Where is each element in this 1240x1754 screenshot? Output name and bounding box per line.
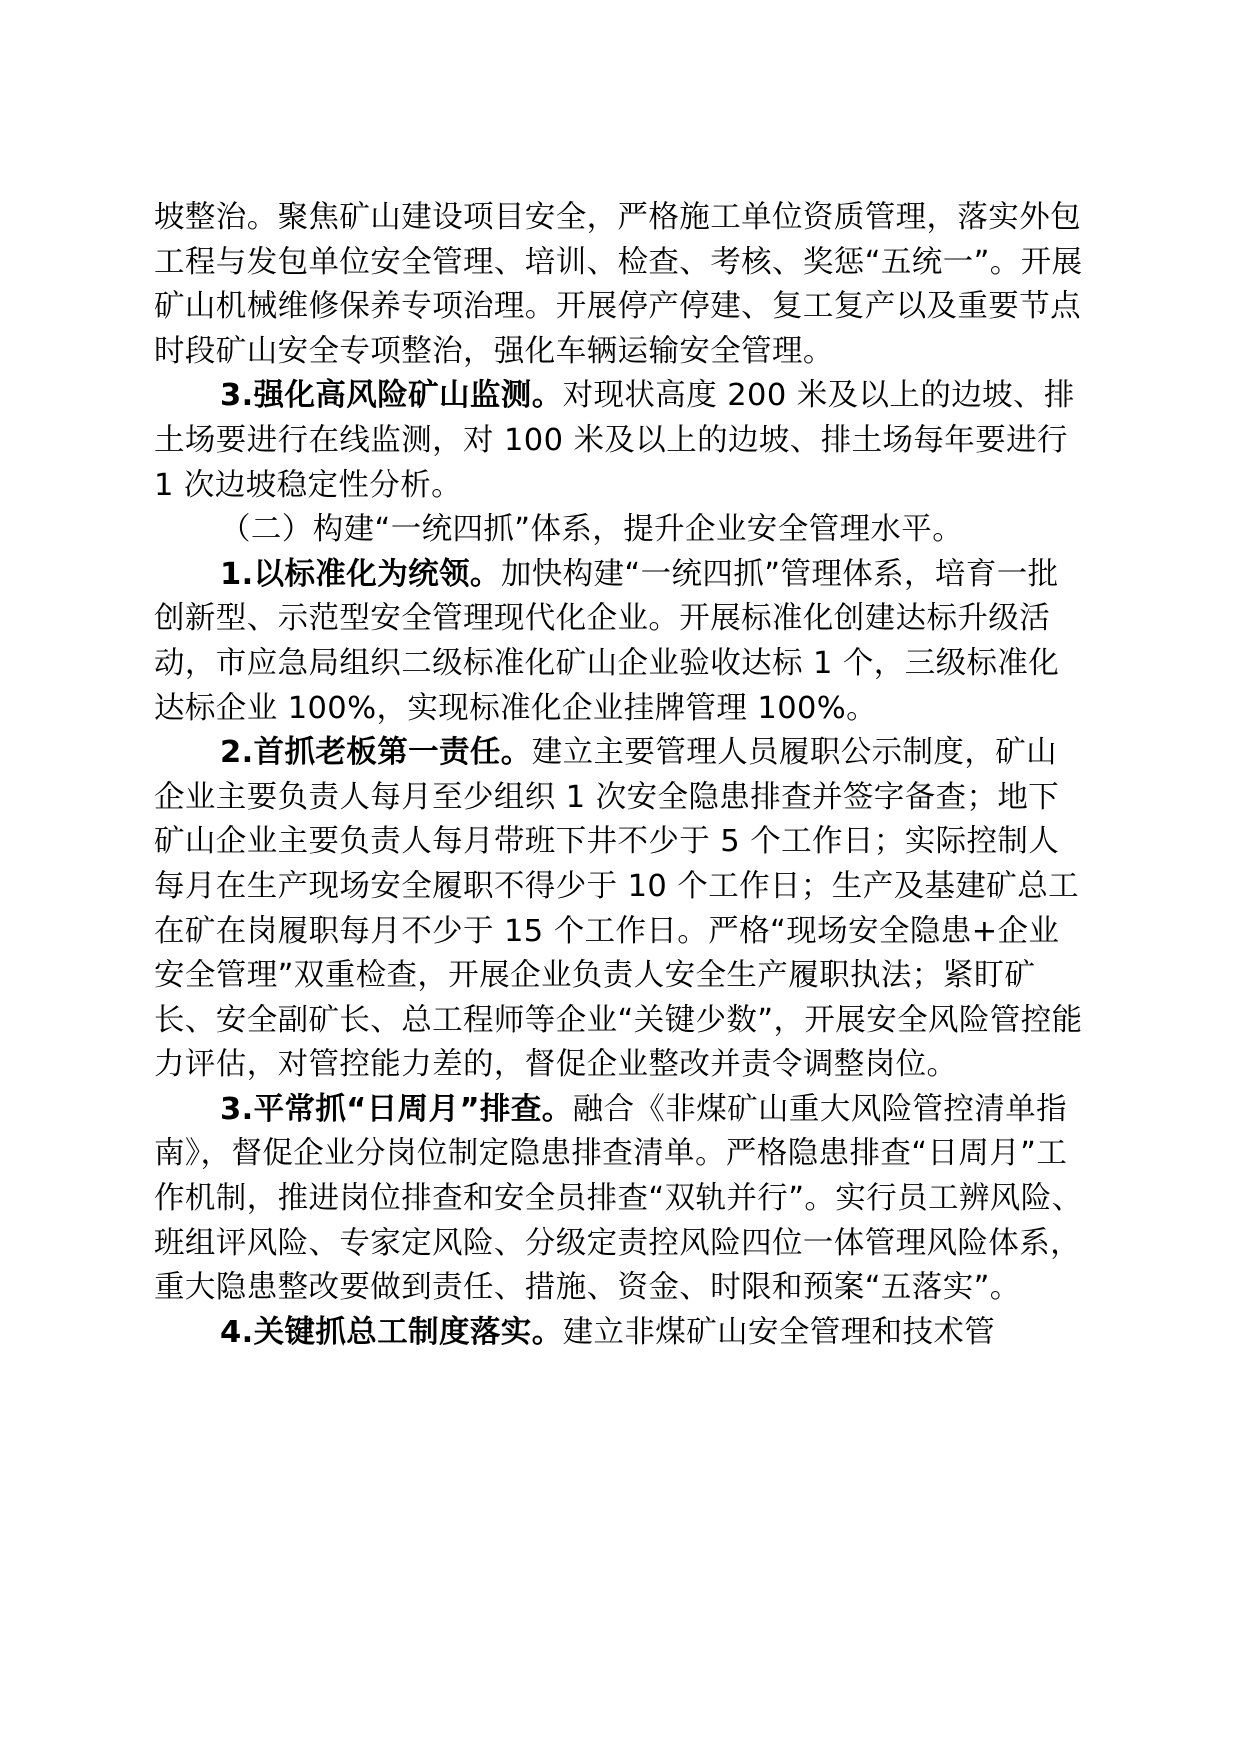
section-heading-2 xyxy=(154,508,1084,553)
paragraph-text: 坡整治。聚焦矿山建设项目安全，严格施工单位资质管理，落实外包工程与发包单位安全管理、培训、检查、考核、奖惩“五统一”。开展矿山机械维修保养专项治理。开展停产停建、复工复产以及重要节点时段矿山安全专项整治，强化车辆运输安全管理。 xyxy=(154,200,1083,369)
paragraph-heading: 1.以标准化为统领。 xyxy=(220,556,501,592)
section-heading-text: （二）构建“一统四抓”体系，提升企业安全管理水平。 xyxy=(220,512,964,548)
paragraph-text: 融合《非煤矿山重大风险管控清单指南》，督促企业分岗位制定隐患排查清单。严格隐患排查“日周月”工作机制，推进岗位排查和安全员排查“双轨并行”。实行员工辨风险、班组评风险、专家定风险、分级定责控风险四位一体管理风险体系，重大隐患整改要做到责任、措施、资金、时限和预案“五落实”。 xyxy=(154,1091,1083,1306)
paragraph-heading: 2.首抓老板第一责任。 xyxy=(220,735,532,771)
paragraph-item-2-responsibility xyxy=(154,731,1084,1088)
paragraph-item-4-chief-engineer xyxy=(154,1311,1084,1356)
paragraph-heading: 4.关键抓总工制度落实。 xyxy=(220,1314,563,1350)
paragraph-heading: 3.强化高风险矿山监测。 xyxy=(220,378,563,414)
paragraph-item-3-inspection xyxy=(154,1088,1084,1311)
paragraph-heading: 3.平常抓“日周月”排查。 xyxy=(220,1091,573,1127)
paragraph-continuation xyxy=(154,196,1084,374)
paragraph-item-3-monitoring xyxy=(154,374,1084,508)
paragraph-text: 加快构建“一统四抓”管理体系，培育一批创新型、示范型安全管理现代化企业。开展标准化创建达标升级活动，市应急局组织二级标准化矿山企业验收达标 1 个，三级标准化达标企业 100%，实现标准化企业挂牌管理 100%。 xyxy=(154,556,1060,726)
paragraph-item-1-standardization xyxy=(154,553,1084,731)
document-body xyxy=(154,196,1084,1355)
paragraph-text: 对现状高度 200 米及以上的边坡、排土场要进行在线监测，对 100 米及以上的边坡、排土场每年要进行 1 次边坡稳定性分析。 xyxy=(154,378,1075,503)
paragraph-text: 建立非煤矿山安全管理和技术管 xyxy=(562,1314,996,1350)
paragraph-text: 建立主要管理人员履职公示制度，矿山企业主要负责人每月至少组织 1 次安全隐患排查并签字备查；地下矿山企业主要负责人每月带班下井不少于 5 个工作日；实际控制人每月在生产现场安全履职不得少于 10 个工作日；生产及基建矿总工在矿在岗履职每月不少于 15 个工作日。严格“现场安全隐患+企业安全管理”双重检查，开展企业负责人安全生产履职执法；紧盯矿长、安全副矿长、总工程师等企业“关键少数”，开展安全风险管控能力评估，对管控能力差的，督促企业整改并责令调整岗位。 xyxy=(154,735,1083,1083)
